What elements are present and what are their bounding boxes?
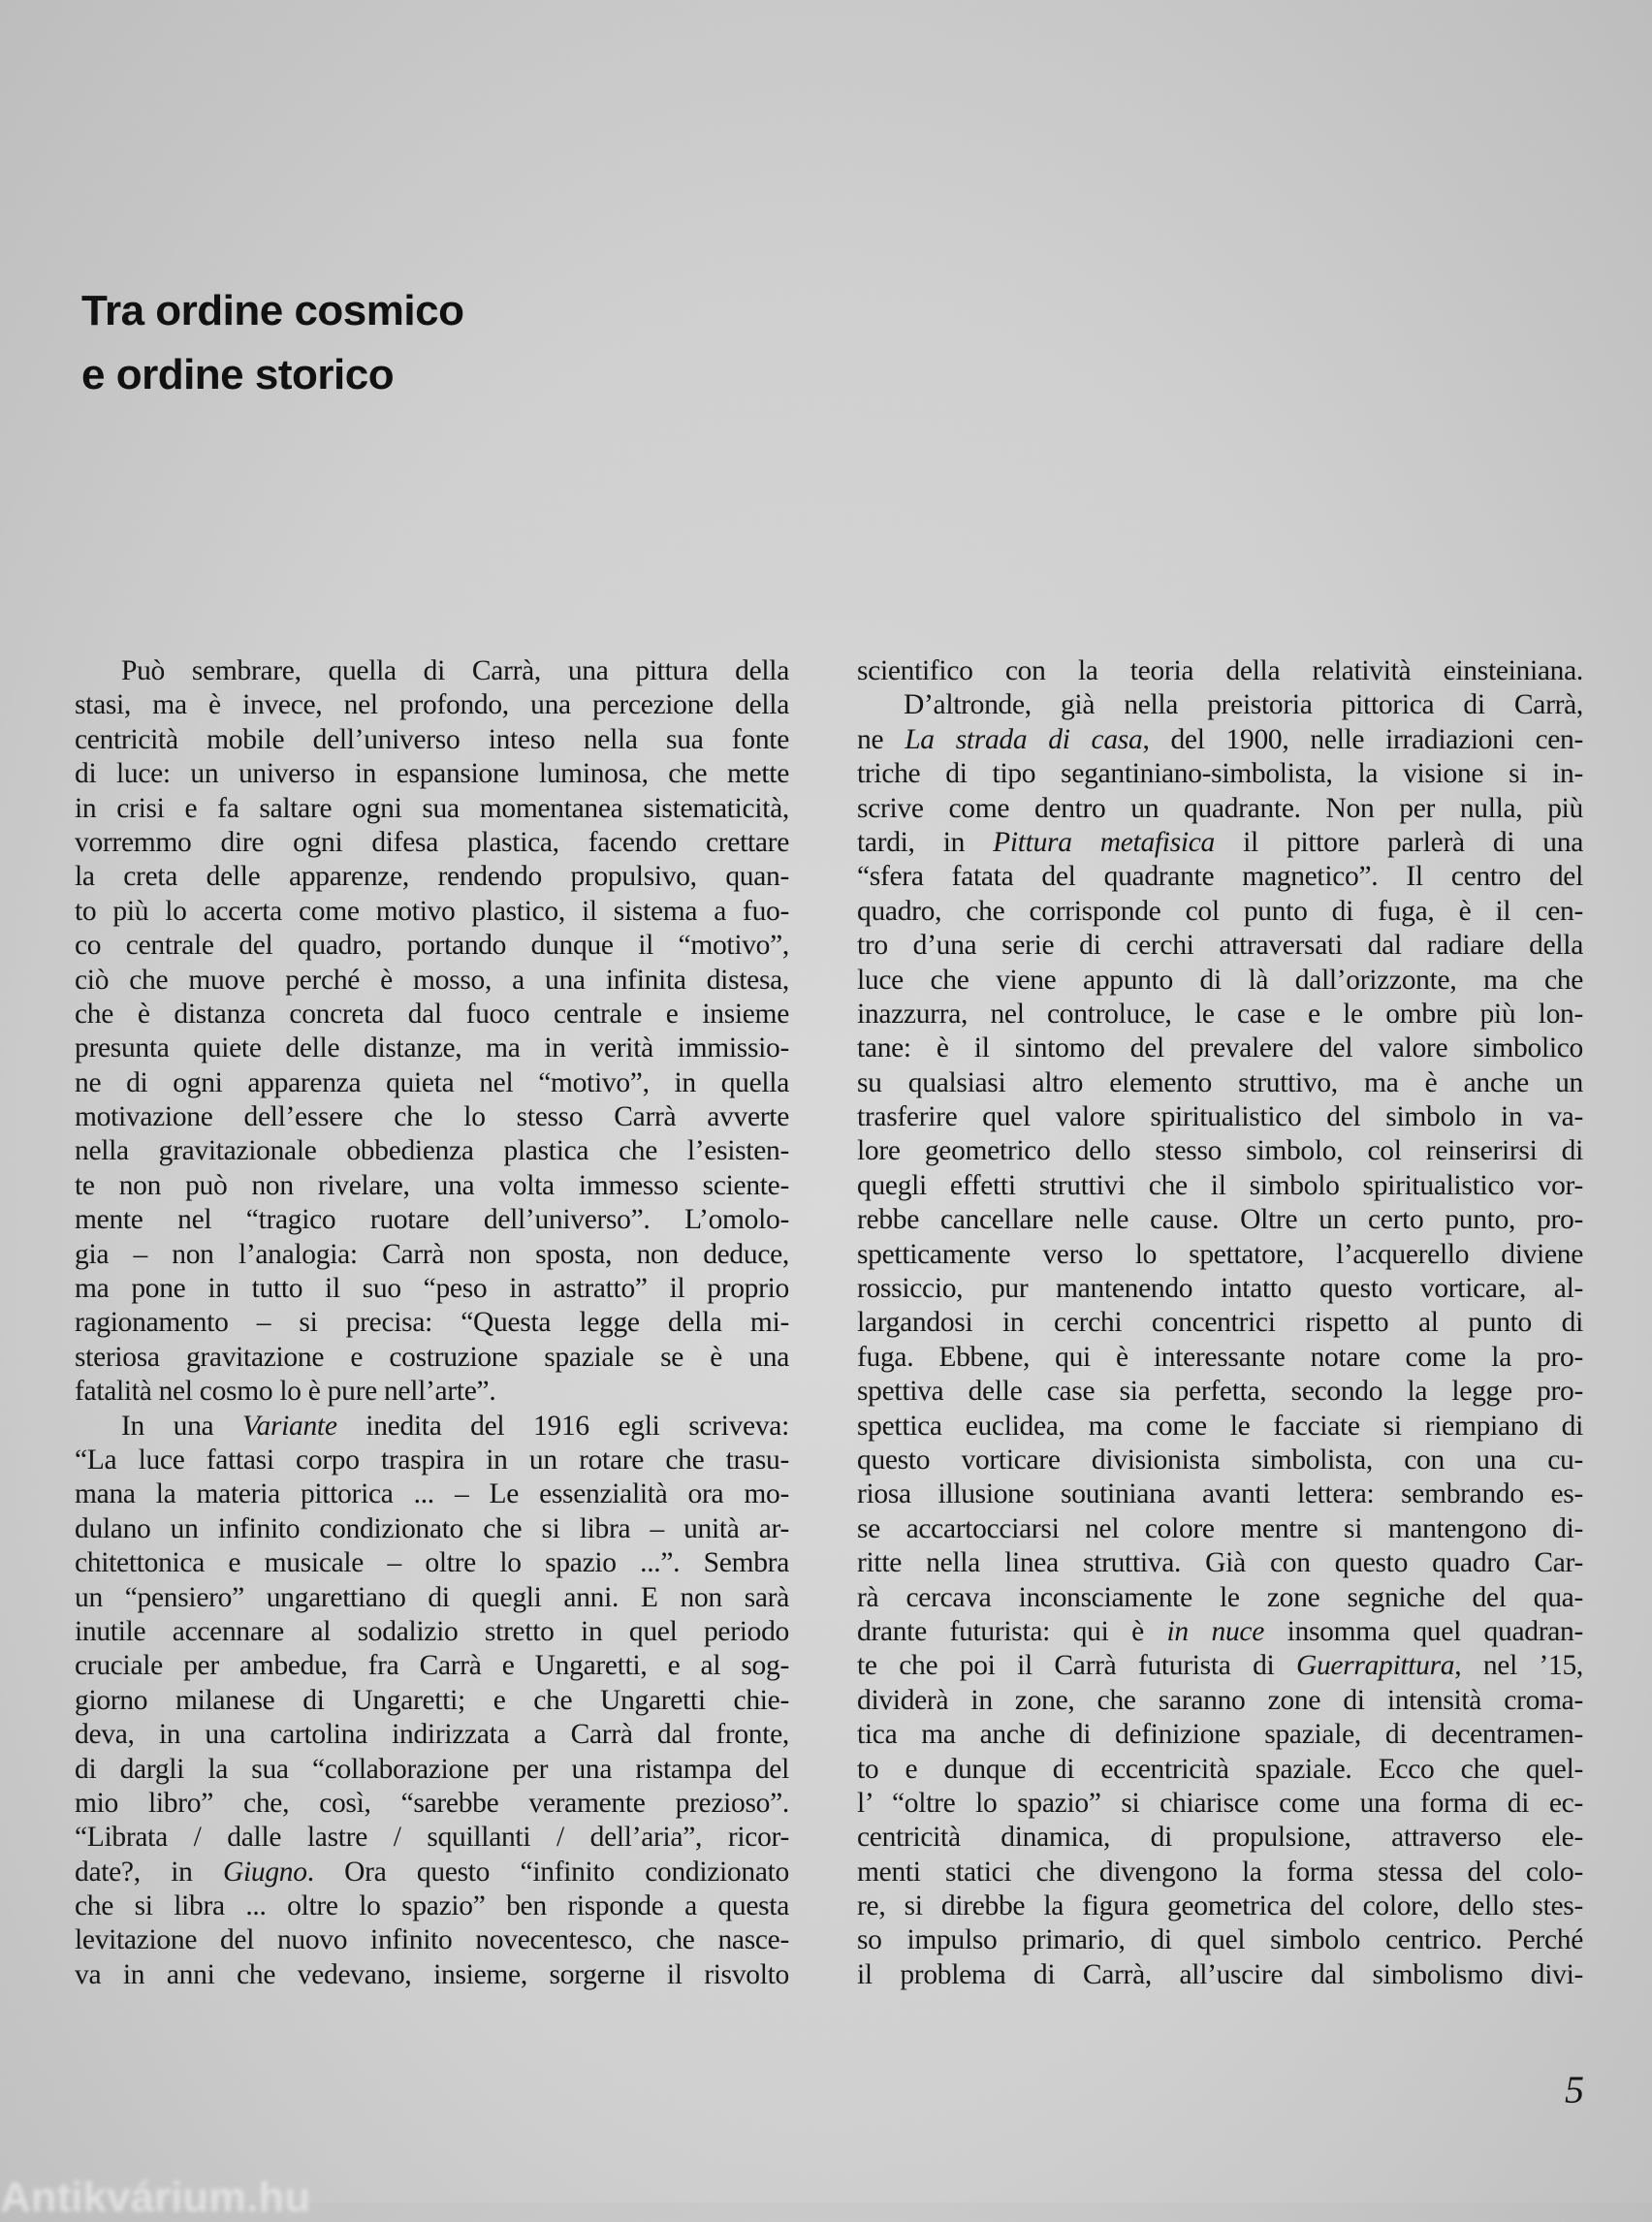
text-line xyxy=(75,964,789,998)
text-line xyxy=(75,1341,789,1375)
text-segment: ma pone in tutto il suo “peso in astratto” il proprio xyxy=(75,1273,789,1305)
text-line xyxy=(857,1821,1583,1855)
text-line xyxy=(857,1958,1583,1992)
text-segment: . Ora questo “infinito condizionato xyxy=(306,1856,789,1888)
text-segment: drante futurista: qui è xyxy=(857,1615,1167,1647)
text-segment: so impulso primario, di quel simbolo centrico. Perché xyxy=(857,1924,1583,1956)
text-segment: dividerà in zone, che saranno zone di intensità croma- xyxy=(857,1684,1583,1716)
text-segment: Può sembrare, quella di Carrà, una pittura della xyxy=(121,655,789,686)
text-segment: tane: è il sintomo del prevalere del valore simbolico xyxy=(857,1032,1583,1064)
text-segment: rà cercava inconsciamente le zone segniche del qua- xyxy=(857,1581,1583,1613)
text-segment: largandosi in cerchi concentrici rispetto al punto di xyxy=(857,1307,1583,1339)
text-line xyxy=(857,1477,1583,1511)
text-segment: giorno milanese di Ungaretti; e che Ungaretti chie- xyxy=(75,1684,789,1716)
text-segment: , nel ’15, xyxy=(1454,1650,1583,1682)
text-segment: menti statici che divengono la forma stessa del colo- xyxy=(857,1856,1583,1888)
text-line xyxy=(75,1821,789,1855)
text-segment: vorremmo dire ogni difesa plastica, facendo crettare xyxy=(75,826,789,858)
text-segment: te che poi il Carrà futurista di xyxy=(857,1650,1296,1682)
text-line xyxy=(857,860,1583,894)
text-segment: riosa illusione soutiniana avanti lettera: sembrando es- xyxy=(857,1478,1583,1510)
text-line xyxy=(857,1341,1583,1375)
text-segment: di dargli la sua “collaborazione per una ristampa del xyxy=(75,1753,789,1785)
italic-title: Variante xyxy=(242,1410,337,1442)
text-segment: fuga. Ebbene, qui è interessante notare come la pro- xyxy=(857,1341,1583,1373)
text-segment: In una xyxy=(121,1410,243,1442)
text-line xyxy=(857,1546,1583,1580)
text-line xyxy=(75,1306,789,1340)
text-segment: centricità dinamica, di propulsione, attraverso ele- xyxy=(857,1822,1583,1854)
text-line xyxy=(75,998,789,1032)
text-line xyxy=(75,1649,789,1683)
text-line xyxy=(857,1375,1583,1409)
text-column-left xyxy=(75,654,789,1992)
text-segment: il problema di Carrà, all’uscire dal simbolismo divi- xyxy=(857,1958,1583,1990)
text-segment: steriosa gravitazione e costruzione spaziale se è una xyxy=(75,1341,789,1373)
text-line xyxy=(857,1169,1583,1203)
text-line xyxy=(857,1444,1583,1477)
text-segment: triche di tipo segantiniano-simbolista, la visione si in- xyxy=(857,758,1583,790)
text-segment: che si libra ... oltre lo spazio” ben risponde a questa xyxy=(75,1890,789,1922)
text-segment: la creta delle apparenze, rendendo propulsivo, quan- xyxy=(75,861,789,893)
text-line xyxy=(857,1684,1583,1718)
text-segment: motivazione dell’essere che lo stesso Carrà avverte xyxy=(75,1101,789,1133)
text-segment: levitazione del nuovo infinito novecentesco, che nasce- xyxy=(75,1924,789,1956)
text-segment: nella gravitazionale obbedienza plastica che l’esisten- xyxy=(75,1135,789,1167)
text-segment: to e dunque di eccentricità spaziale. Ecco che quel- xyxy=(857,1753,1583,1785)
italic-title: Pittura metafisica xyxy=(993,826,1216,858)
text-line xyxy=(857,1512,1583,1546)
italic-title: La strada di casa xyxy=(905,723,1143,755)
text-segment: stasi, ma è invece, nel profondo, una percezione della xyxy=(75,689,789,721)
text-segment: presunta quiete delle distanze, ma in verità immissio- xyxy=(75,1032,789,1064)
text-line xyxy=(75,654,789,688)
text-segment: mana la materia pittorica ... – Le essenzialità ora mo- xyxy=(75,1478,789,1510)
text-segment: ne di ogni apparenza quieta nel “motivo”, in quella xyxy=(75,1066,789,1098)
text-line xyxy=(857,1923,1583,1957)
text-segment: ragionamento – si precisa: “Questa legge della mi- xyxy=(75,1307,789,1339)
text-segment: spettica euclidea, ma come le facciate si riempiano di xyxy=(857,1410,1583,1442)
text-line xyxy=(857,1238,1583,1272)
text-segment: insomma quel quadran- xyxy=(1264,1615,1583,1647)
text-segment: rossiccio, pur mantenendo intatto questo vorticare, al- xyxy=(857,1273,1583,1305)
text-segment: ne xyxy=(857,723,905,755)
text-line xyxy=(857,723,1583,757)
text-segment: tro d’una serie di cerchi attraversati dal radiare della xyxy=(857,930,1583,962)
text-segment: D’altronde, già nella preistoria pittorica di Carrà, xyxy=(904,689,1583,721)
text-line xyxy=(857,1203,1583,1237)
text-line xyxy=(857,1134,1583,1168)
text-segment: che è distanza concreta dal fuoco centrale e insieme xyxy=(75,998,789,1030)
text-segment: co centrale del quadro, portando dunque il “motivo”, xyxy=(75,930,789,962)
text-segment: rebbe cancellare nelle cause. Oltre un certo punto, pro- xyxy=(857,1204,1583,1236)
text-line xyxy=(75,1615,789,1649)
text-line xyxy=(857,1787,1583,1821)
text-segment: inutile accennare al sodalizio stretto in quel periodo xyxy=(75,1615,789,1647)
text-line xyxy=(75,929,789,963)
text-line xyxy=(75,1684,789,1718)
italic-title: Giugno xyxy=(222,1856,307,1888)
text-line xyxy=(75,688,789,722)
text-line xyxy=(75,1100,789,1134)
text-line xyxy=(857,1581,1583,1615)
text-line xyxy=(75,1444,789,1477)
text-line xyxy=(857,1272,1583,1306)
text-segment: in crisi e fa saltare ogni sua momentanea sistematicità, xyxy=(75,792,789,824)
text-segment: gia – non l’analogia: Carrà non sposta, non deduce, xyxy=(75,1238,789,1270)
article-title-line: e ordine storico xyxy=(81,351,395,398)
text-line xyxy=(75,1753,789,1787)
text-segment: dulano un infinito condizionato che si libra – unità ar- xyxy=(75,1512,789,1544)
text-segment: te non può non rivelare, una volta immesso sciente- xyxy=(75,1169,789,1201)
text-line xyxy=(75,1889,789,1923)
text-line xyxy=(75,860,789,894)
text-line xyxy=(857,998,1583,1032)
text-line xyxy=(75,1272,789,1306)
text-line xyxy=(857,757,1583,791)
text-segment: un “pensiero” ungarettiano di quegli anni. E non sarà xyxy=(75,1581,789,1613)
text-line xyxy=(857,1718,1583,1752)
text-line xyxy=(75,1238,789,1272)
text-line xyxy=(75,1581,789,1615)
text-segment: chitettonica e musicale – oltre lo spazio ...”. Sembra xyxy=(75,1547,789,1579)
text-segment: di luce: un universo in espansione luminosa, che mette xyxy=(75,758,789,790)
text-segment: inazzurra, nel controluce, le case e le ombre più lon- xyxy=(857,998,1583,1030)
text-line xyxy=(857,654,1583,688)
text-line xyxy=(857,1889,1583,1923)
text-segment: inedita del 1916 egli scriveva: xyxy=(336,1410,789,1442)
text-line xyxy=(75,1066,789,1100)
text-segment: scientifico con la teoria della relatività einsteiniana. xyxy=(857,655,1583,686)
text-line xyxy=(857,1306,1583,1340)
text-segment: mente nel “tragico ruotare dell’universo”. L’omolo- xyxy=(75,1204,789,1236)
text-line xyxy=(75,1375,789,1409)
text-line xyxy=(75,792,789,826)
text-segment: quegli effetti struttivi che il simbolo spiritualistico vor- xyxy=(857,1169,1583,1201)
text-segment: l’ “oltre lo spazio” si chiarisce come una forma di ec- xyxy=(857,1787,1583,1819)
text-line xyxy=(75,1958,789,1992)
text-line xyxy=(857,1753,1583,1787)
text-segment: ciò che muove perché è mosso, a una infinita distesa, xyxy=(75,964,789,996)
text-segment: trasferire quel valore spiritualistico del simbolo in va- xyxy=(857,1101,1583,1133)
text-segment: , del 1900, nelle irradiazioni cen- xyxy=(1142,723,1584,755)
text-segment: lore geometrico dello stesso simbolo, col reinserirsi di xyxy=(857,1135,1583,1167)
article-title-line: Tra ordine cosmico xyxy=(81,287,464,334)
text-segment: “Librata / dalle lastre / squillanti / dell’aria”, ricor- xyxy=(75,1822,789,1854)
text-line xyxy=(75,1410,789,1444)
text-line xyxy=(857,1649,1583,1683)
text-line xyxy=(75,1787,789,1821)
text-line xyxy=(857,964,1583,998)
italic-title: Guerrapittura xyxy=(1295,1650,1455,1682)
italic-title: in nuce xyxy=(1166,1615,1264,1647)
text-segment: se accartocciarsi nel colore mentre si mantengono di- xyxy=(857,1512,1583,1544)
page-number: 5 xyxy=(1565,2068,1584,2111)
text-segment: “sfera fatata del quadrante magnetico”. Il centro del xyxy=(857,861,1583,893)
text-line xyxy=(75,1169,789,1203)
text-line xyxy=(857,1410,1583,1444)
text-line xyxy=(857,895,1583,929)
text-segment: date?, in xyxy=(75,1856,223,1888)
text-segment: tardi, in xyxy=(857,826,994,858)
text-segment: spettiva delle case sia perfetta, secondo la legge pro- xyxy=(857,1376,1583,1408)
text-line xyxy=(857,929,1583,963)
text-segment: re, si direbbe la figura geometrica del colore, dello stes- xyxy=(857,1890,1583,1922)
text-segment: centricità mobile dell’universo inteso nella sua fonte xyxy=(75,723,789,755)
text-line xyxy=(75,895,789,929)
text-segment: “La luce fattasi corpo traspira in un rotare che trasu- xyxy=(75,1444,789,1476)
text-line xyxy=(857,1615,1583,1649)
text-segment: mio libro” che, così, “sarebbe veramente prezioso”. xyxy=(75,1787,789,1819)
text-line xyxy=(75,757,789,791)
text-segment: fatalità nel cosmo lo è pure nell’arte”. xyxy=(75,1376,496,1408)
article-title xyxy=(81,279,463,407)
text-line xyxy=(75,723,789,757)
text-line xyxy=(75,1718,789,1752)
text-segment: scrive come dentro un quadrante. Non per nulla, più xyxy=(857,792,1583,824)
text-line xyxy=(75,1923,789,1957)
text-segment: questo vorticare divisionista simbolista, con una cu- xyxy=(857,1444,1583,1476)
text-segment: va in anni che vedevano, insieme, sorgerne il risvolto xyxy=(75,1958,789,1990)
text-line xyxy=(857,688,1583,722)
watermark: Antikvárium.hu xyxy=(0,2174,311,2221)
text-line xyxy=(75,1032,789,1065)
text-segment: quadro, che corrisponde col punto di fuga, è il cen- xyxy=(857,895,1583,927)
text-line xyxy=(75,1477,789,1511)
text-line xyxy=(857,1032,1583,1065)
text-line xyxy=(75,826,789,860)
text-segment: tica ma anche di definizione spaziale, di decentramen- xyxy=(857,1719,1583,1751)
text-line xyxy=(75,1856,789,1889)
text-segment: il pittore parlerà di una xyxy=(1215,826,1583,858)
text-segment: deva, in una cartolina indirizzata a Carrà dal fronte, xyxy=(75,1719,789,1751)
text-segment: luce che viene appunto di là dall’orizzonte, ma che xyxy=(857,964,1583,996)
text-segment: to più lo accerta come motivo plastico, il sistema a fuo- xyxy=(75,895,789,927)
text-segment: spetticamente verso lo spettatore, l’acquerello diviene xyxy=(857,1238,1583,1270)
text-segment: cruciale per ambedue, fra Carrà e Ungaretti, e al sog- xyxy=(75,1650,789,1682)
text-column-right xyxy=(857,654,1583,1992)
text-segment: ritte nella linea struttiva. Già con questo quadro Car- xyxy=(857,1547,1583,1579)
text-line xyxy=(75,1203,789,1237)
text-line xyxy=(857,1100,1583,1134)
text-line xyxy=(857,792,1583,826)
text-line xyxy=(75,1512,789,1546)
text-line xyxy=(75,1546,789,1580)
text-line xyxy=(75,1134,789,1168)
text-segment: su qualsiasi altro elemento struttivo, ma è anche un xyxy=(857,1066,1583,1098)
text-line xyxy=(857,826,1583,860)
text-line xyxy=(857,1856,1583,1889)
text-line xyxy=(857,1066,1583,1100)
